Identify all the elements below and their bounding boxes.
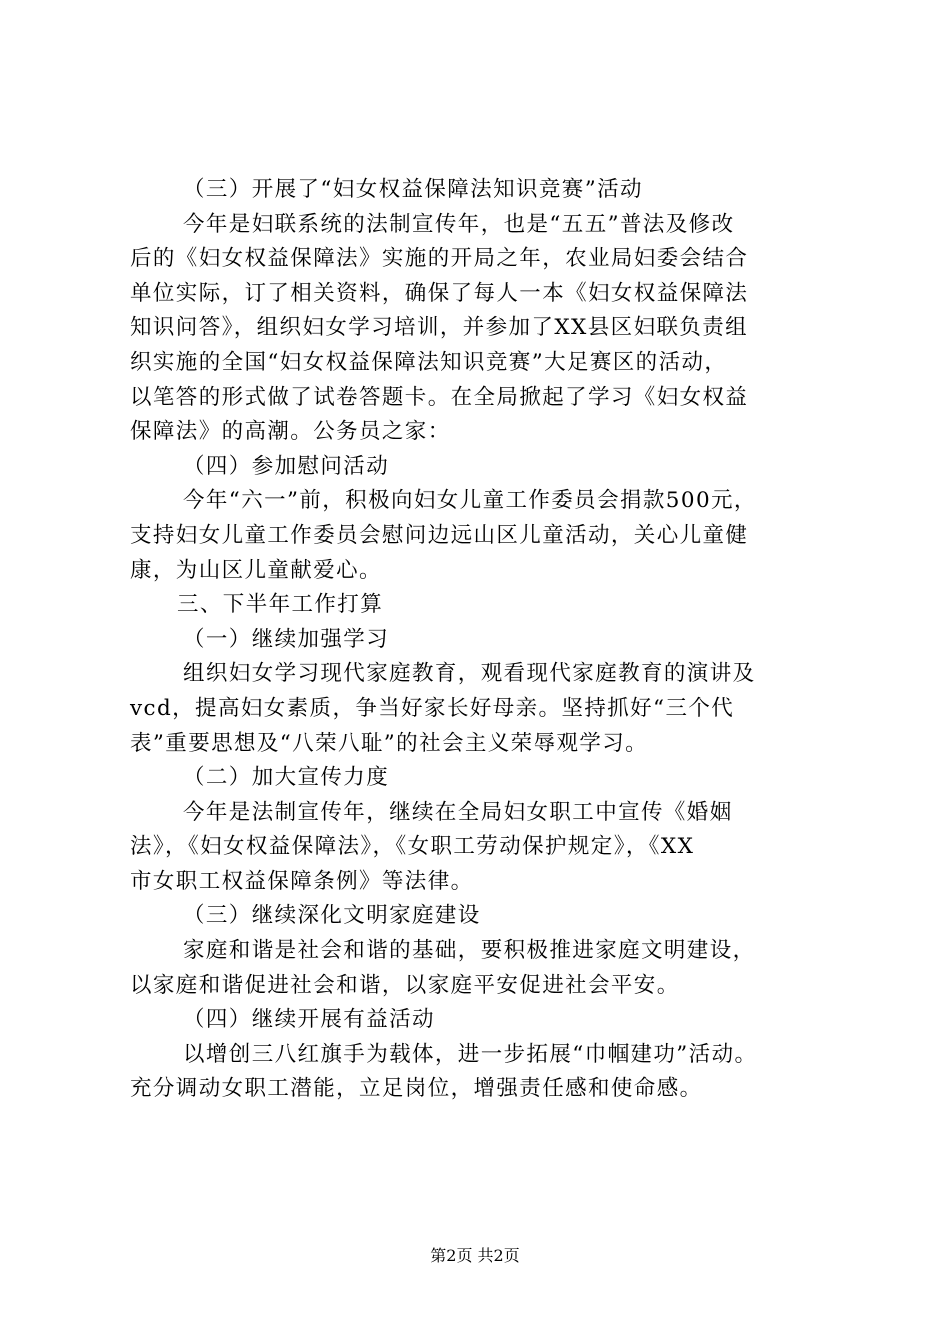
subheading-4b: （四）继续开展有益活动 — [183, 1007, 435, 1033]
paragraph-line: 市女职工权益保障条例》等法律。 — [130, 868, 474, 894]
paragraph-line: 今年是妇联系统的法制宣传年，也是“五五”普法及修改 — [183, 211, 735, 237]
page-footer — [0, 1244, 950, 1268]
subheading-3b: （三）继续深化文明家庭建设 — [183, 903, 481, 929]
document-body — [130, 173, 850, 1107]
subheading-1: （一）继续加强学习 — [183, 626, 390, 652]
paragraph-line: 知识问答》，组织妇女学习培训，并参加了XX县区妇联负责组 — [130, 315, 749, 341]
paragraph-line: 以家庭和谐促进社会和谐，以家庭平安促进社会平安。 — [130, 972, 680, 998]
paragraph-line: 单位实际，订了相关资料，确保了每人一本《妇女权益保障法 — [130, 280, 749, 306]
paragraph-line: vcd，提高妇女素质，争当好家长好母亲。坚持抓好“三个代 — [130, 695, 735, 721]
paragraph-line: 后的《妇女权益保障法》实施的开局之年，农业局妇委会结合 — [130, 246, 749, 272]
page-indicator: 第2页 共2页 — [430, 1246, 520, 1265]
paragraph-line: 织实施的全国“妇女权益保障法知识竞赛”大足赛区的活动， — [130, 349, 728, 375]
paragraph-line: 康，为山区儿童献爱心。 — [130, 557, 382, 583]
paragraph-line: 以笔答的形式做了试卷答题卡。在全局掀起了学习《妇女权益 — [130, 384, 749, 410]
paragraph-line: 以增创三八红旗手为载体，进一步拓展“巾帼建功”活动。 — [183, 1041, 758, 1067]
paragraph-line: 保障法》的高潮。公务员之家： — [130, 419, 451, 445]
section-heading-3: 三、下半年工作打算 — [177, 592, 384, 618]
subheading-3: （三）开展了“妇女权益保障法知识竞赛”活动 — [183, 177, 643, 202]
paragraph-line: 组织妇女学习现代家庭教育，观看现代家庭教育的演讲及 — [183, 661, 756, 687]
subheading-4: （四）参加慰问活动 — [183, 453, 390, 479]
paragraph-line: 今年是法制宣传年，继续在全局妇女职工中宣传《婚姻 — [183, 799, 733, 825]
subheading-2: （二）加大宣传力度 — [183, 765, 390, 791]
paragraph-line: 支持妇女儿童工作委员会慰问边远山区儿童活动，关心儿童健 — [130, 522, 749, 548]
paragraph-line: 法》，《妇女权益保障法》，《女职工劳动保护规定》，《XX — [130, 834, 695, 860]
paragraph-line: 表”重要思想及“八荣八耻”的社会主义荣辱观学习。 — [130, 730, 649, 756]
paragraph-line: 家庭和谐是社会和谐的基础，要积极推进家庭文明建设， — [183, 938, 756, 964]
paragraph-line: 充分调动女职工潜能，立足岗位，增强责任感和使命感。 — [130, 1076, 703, 1102]
paragraph-line: 今年“六一”前，积极向妇女儿童工作委员会捐款500元， — [183, 488, 757, 514]
